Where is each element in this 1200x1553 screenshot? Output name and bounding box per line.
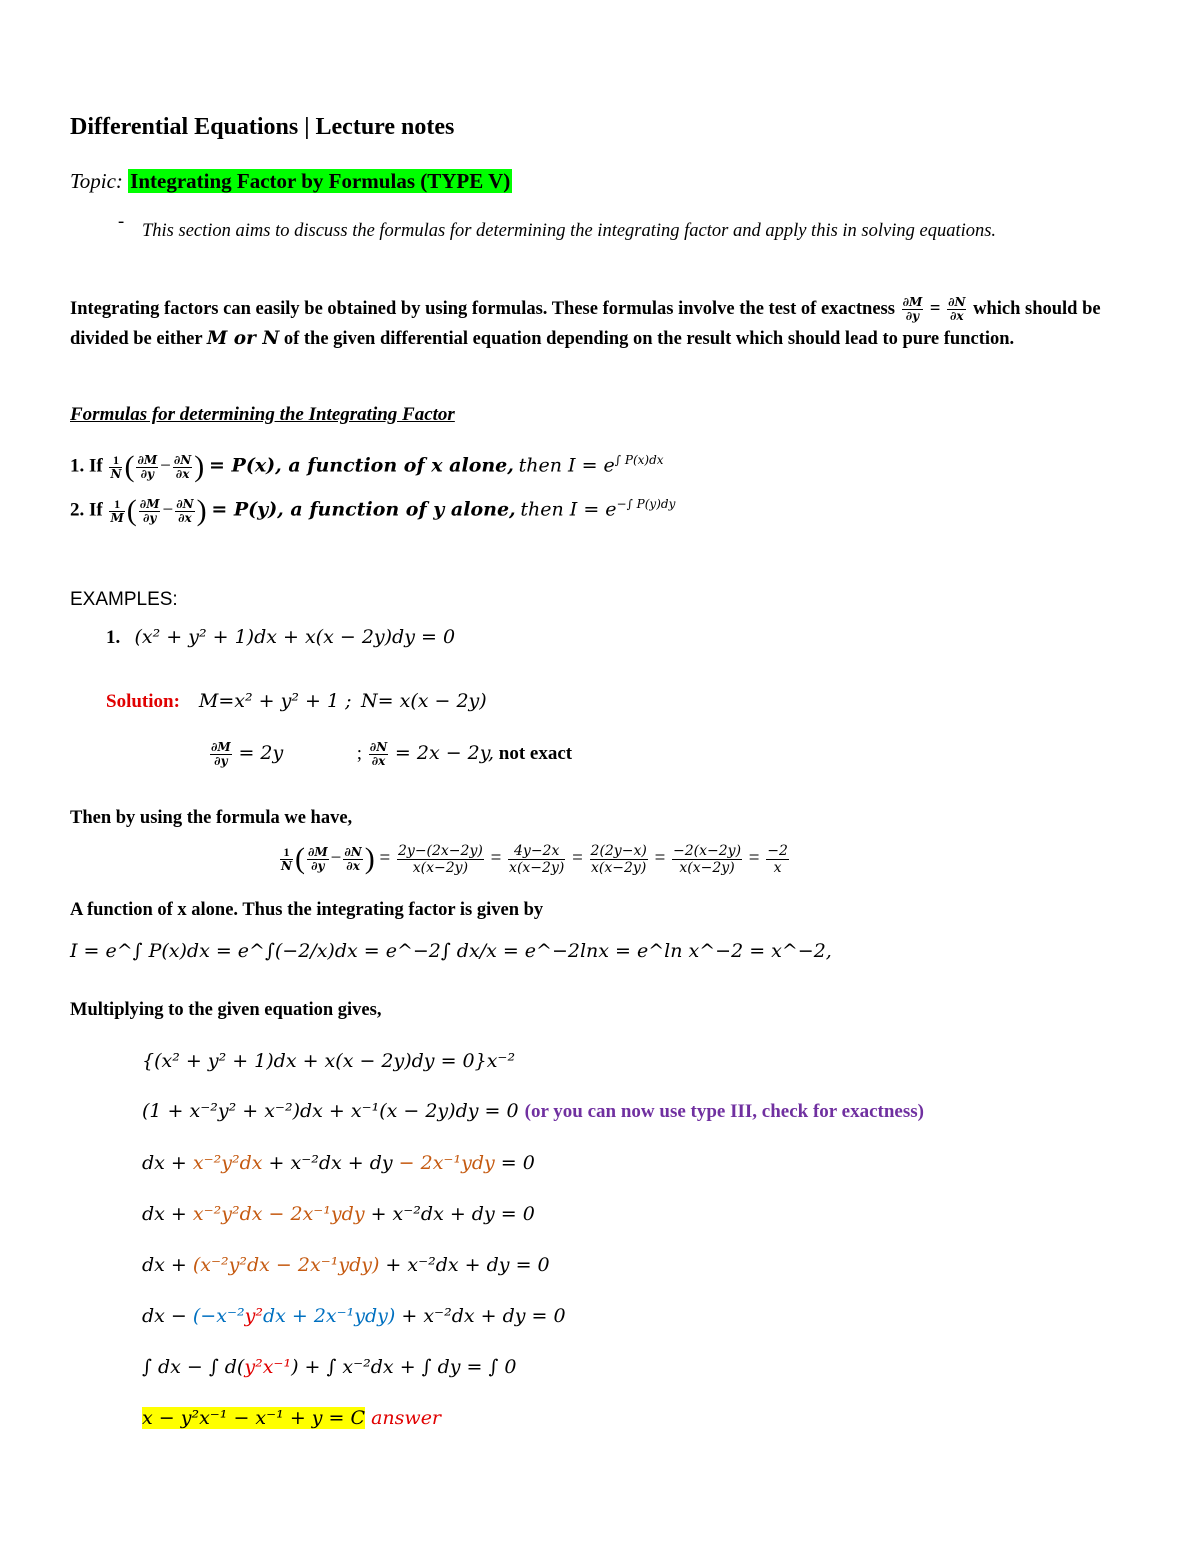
paragraph-part1: Integrating factors can easily be obtained by using formulas. These formulas involve the test of exactness [70, 299, 895, 319]
step-5: dx + (x⁻²y²dx − 2x⁻¹ydy) + x⁻²dx + dy = 0 [142, 1254, 550, 1276]
partial-derivatives: $\frac{\partial M}{\partial y}$ = 2y ; $\frac{\partial N}{\partial x}$ = 2x − 2y, not exact [211, 740, 573, 768]
topic-line [70, 169, 512, 194]
multiplying-text: Multiplying to the given equation gives, [70, 1000, 382, 1020]
step-7: ∫ dx − ∫ d(y²x⁻¹) + ∫ x⁻²dx + ∫ dy = ∫ 0 [142, 1356, 517, 1378]
page-title: Differential Equations | Lecture notes [70, 114, 455, 140]
topic-value: Integrating Factor by Formulas (TYPE V) [130, 169, 511, 193]
formula-chain: $\frac{1}{N}$ ( $\frac{\partial M}{\partial y}$ − $\frac{\partial N}{\partial x}$ ) = $\frac{2y-(2x-2y)}{x(x-2y)}$ = $\frac{4y-2x}{x(x-2y)}$ = $\frac{2(2y-x)}{x(x-2y)}$ = $\frac{-2(x-2y)}{x(x-2y)}$ = $\frac{-2}{x}$ [281, 842, 788, 876]
formulas-heading: Formulas for determining the Integrating Factor [70, 404, 455, 425]
paragraph-part2: which should be divided be either [70, 299, 1101, 349]
step-2: (1 + x⁻²y² + x⁻²)dx + x⁻¹(x − 2y)dy = 0 (or you can now use type III, check for exactness) [142, 1100, 924, 1122]
dM-dy-fraction: $\frac{\partial M}{\partial y}$ [902, 295, 923, 324]
formula-1: 1. If $\frac{1}{N}$ ( $\frac{\partial M}{\partial y}$ − $\frac{\partial N}{\partial x}$ ) = P(x), a function of x alone, then $I = e^{\int P(x)dx}$ [70, 450, 664, 483]
formula-2: 2. If $\frac{1}{M}$ ( $\frac{\partial M}{\partial y}$ − $\frac{\partial N}{\partial x}$ ) = P(y), a function of y alone, then $I = e^{-\int P(y)dy}$ [70, 494, 676, 527]
example-1: 1. (x² + y² + 1)dx + x(x − 2y)dy = 0 [106, 626, 456, 648]
solution-label: Solution: [106, 691, 180, 712]
step-4: dx + x⁻²y²dx − 2x⁻¹ydy + x⁻²dx + dy = 0 [142, 1203, 535, 1225]
topic-label: Topic: [70, 169, 123, 193]
step-6: dx − (−x⁻²y²dx + 2x⁻¹ydy) + x⁻²dx + dy = 0 [142, 1305, 566, 1327]
m-or-n: M or N [206, 328, 280, 349]
step-1: {(x² + y² + 1)dx + x(x − 2y)dy = 0}x⁻² [142, 1050, 516, 1072]
examples-label: EXAMPLES: [70, 589, 178, 610]
dN-dx-fraction: $\frac{\partial N}{\partial x}$ [948, 295, 966, 324]
exactness-paragraph [70, 294, 1130, 354]
then-text: Then by using the formula we have, [70, 808, 353, 828]
solution-line: Solution: M=x² + y² + 1 ; N= x(x − 2y) [106, 690, 487, 712]
bullet-dash: - [118, 212, 125, 232]
intro-text: This section aims to discuss the formulas for determining the integrating factor and apply this in solving equations. [142, 221, 997, 241]
integrating-factor-derivation: I = e^∫ P(x)dx = e^∫(−2/x)dx = e^−2∫ dx/x = e^−2lnx = e^ln x^−2 = x^−2, [70, 940, 832, 962]
paragraph-part3: of the given differential equation depending on the result which should lead to pure function. [283, 329, 1015, 349]
type-iii-note: (or you can now use type III, check for exactness) [524, 1101, 924, 1122]
step-3: dx + x⁻²y²dx + x⁻²dx + dy − 2x⁻¹ydy = 0 [142, 1152, 535, 1174]
equals-sign: = [929, 299, 941, 319]
step-8-answer: x − y²x⁻¹ − x⁻¹ + y = C answer [142, 1407, 442, 1429]
function-alone-text: A function of x alone. Thus the integrating factor is given by [70, 900, 544, 920]
